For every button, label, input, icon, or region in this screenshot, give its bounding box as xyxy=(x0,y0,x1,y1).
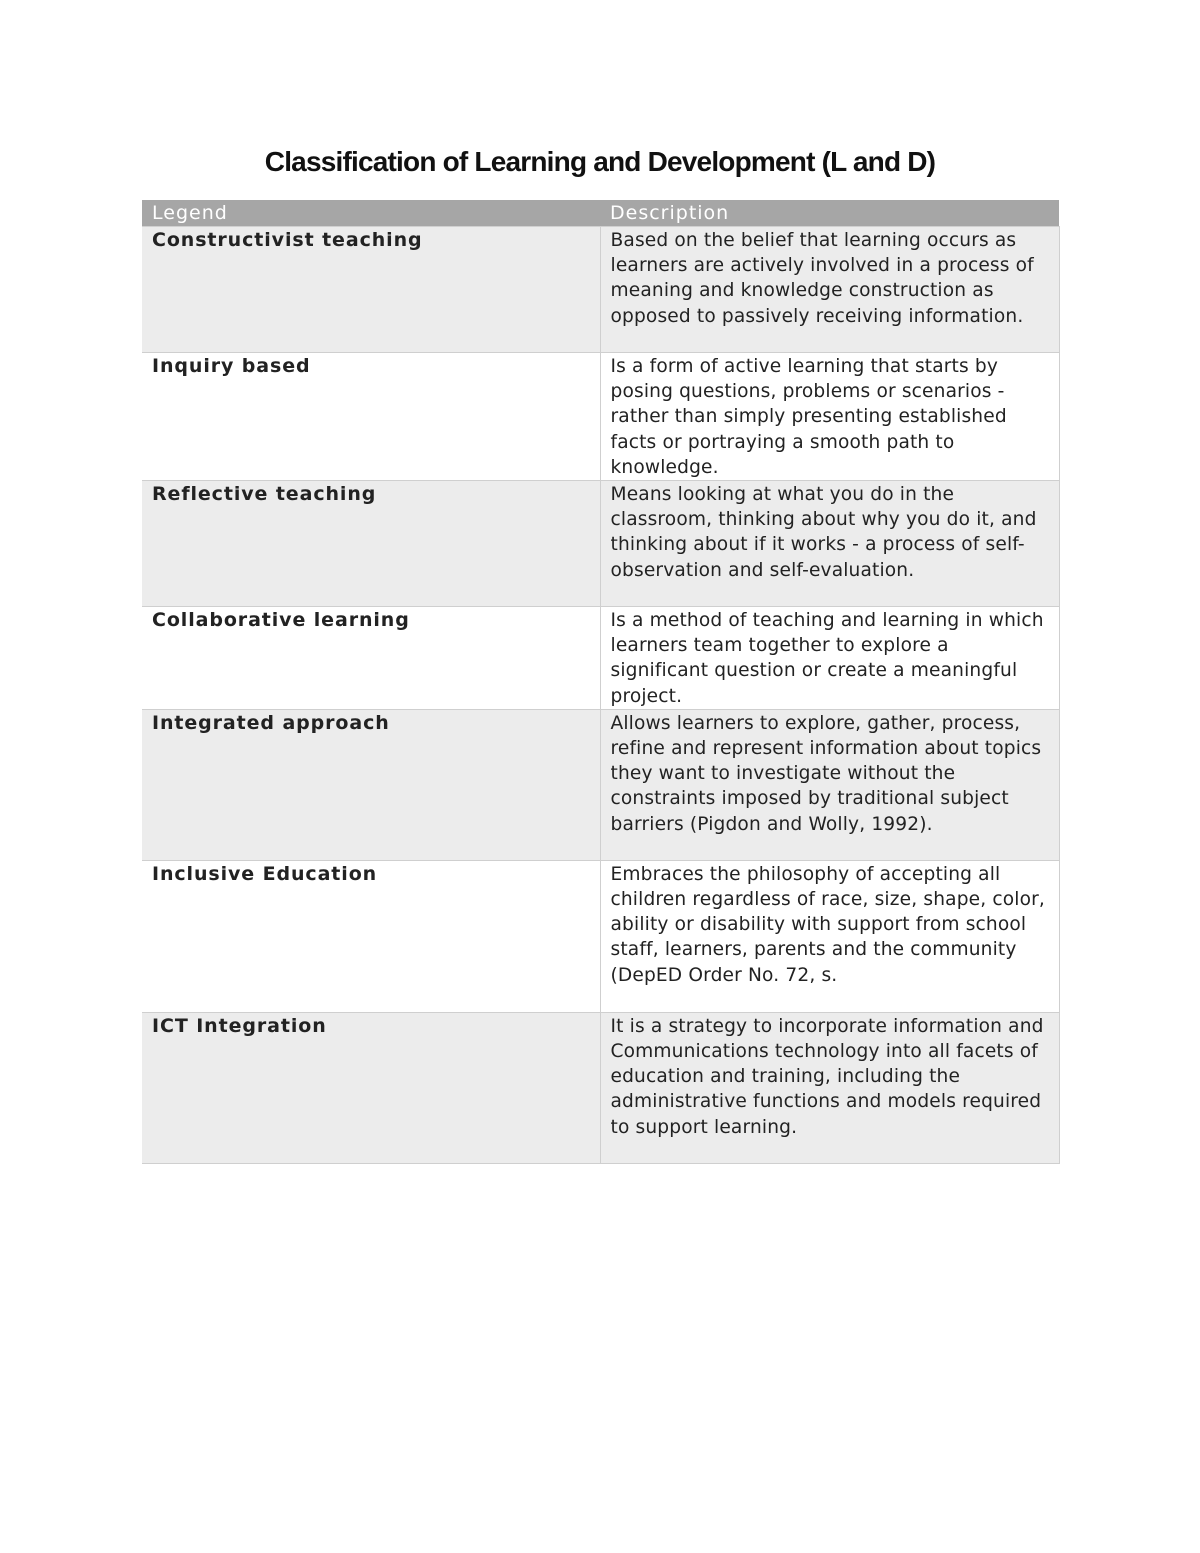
legend-cell: Inquiry based xyxy=(142,353,600,481)
legend-cell: Inclusive Education xyxy=(142,860,600,1012)
table-row xyxy=(142,607,1059,710)
page-title: Classification of Learning and Development (L and D) xyxy=(264,146,936,177)
legend-cell: Collaborative learning xyxy=(142,607,600,710)
description-cell: Based on the belief that learning occurs as learners are actively involved in a process of meaning and knowledge construction as opposed to passively receiving information. xyxy=(600,227,1059,353)
classification-table xyxy=(142,200,1060,1164)
legend-cell: ICT Integration xyxy=(142,1012,600,1163)
legend-cell: Reflective teaching xyxy=(142,481,600,607)
description-cell: Allows learners to explore, gather, process, refine and represent information about topics they want to investigate without the constraints imposed by traditional subject barriers (Pigdon and Wolly, 1992). xyxy=(600,709,1059,860)
legend-cell: Constructivist teaching xyxy=(142,227,600,353)
table-row xyxy=(142,709,1059,860)
description-cell: Embraces the philosophy of accepting all children regardless of race, size, shape, color, ability or disability with support from school staff, learners, parents and the community (DepED Order No. 72, s. xyxy=(600,860,1059,1012)
table-row xyxy=(142,1012,1059,1163)
table-row xyxy=(142,227,1059,353)
description-cell: Is a form of active learning that starts by posing questions, problems or scenarios - rather than simply presenting established facts or portraying a smooth path to knowledge. xyxy=(600,353,1059,481)
table-row xyxy=(142,353,1059,481)
legend-cell: Integrated approach xyxy=(142,709,600,860)
description-cell: Means looking at what you do in the classroom, thinking about why you do it, and thinking about if it works - a process of self-observation and self-evaluation. xyxy=(600,481,1059,607)
header-description: Description xyxy=(600,200,1059,227)
table-header-row xyxy=(142,200,1059,227)
description-cell: It is a strategy to incorporate information and Communications technology into all facets of education and training, including the administrative functions and models required to support learning. xyxy=(600,1012,1059,1163)
header-legend: Legend xyxy=(142,200,600,227)
table-row xyxy=(142,481,1059,607)
description-cell: Is a method of teaching and learning in which learners team together to explore a significant question or create a meaningful project. xyxy=(600,607,1059,710)
table-row xyxy=(142,860,1059,1012)
